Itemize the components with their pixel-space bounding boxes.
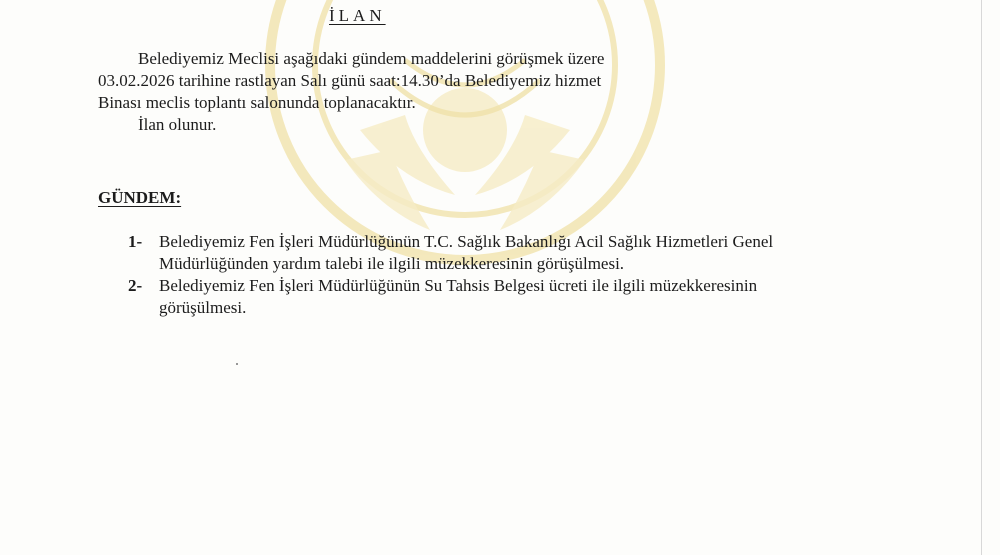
agenda-item-line: Belediyemiz Fen İşleri Müdürlüğünün Su Tahsis Belgesi ücreti ile ilgili müzekkeresinin <box>159 276 758 295</box>
agenda-item-line: görüşülmesi. <box>159 298 247 317</box>
paragraph-line: Binası meclis toplantı salonunda toplanacaktır. <box>98 93 416 112</box>
agenda-item-line: Belediyemiz Fen İşleri Müdürlüğünün T.C. Sağlık Bakanlığı Acil Sağlık Hizmetleri Genel <box>159 232 774 251</box>
paragraph-line: 03.02.2026 tarihine rastlayan Salı günü saat:14.30’da Belediyemiz hizmet <box>98 71 602 90</box>
paragraph-line: Belediyemiz Meclisi aşağıdaki gündem maddelerini görüşmek üzere <box>138 49 605 68</box>
agenda-item-number: 2- <box>128 276 143 295</box>
agenda-heading: GÜNDEM: <box>98 188 182 207</box>
closing-line: İlan olunur. <box>138 115 217 134</box>
scan-border <box>981 0 982 555</box>
agenda-item <box>125 275 925 319</box>
document-title: İLAN <box>329 6 386 25</box>
agenda-item-line: Müdürlüğünden yardım talebi ile ilgili müzekkeresinin görüşülmesi. <box>159 254 625 273</box>
announcement-paragraph <box>98 48 718 136</box>
scan-speck <box>236 363 238 365</box>
agenda-item-number: 1- <box>128 232 143 251</box>
agenda-list <box>125 231 925 319</box>
agenda-item <box>125 231 925 275</box>
